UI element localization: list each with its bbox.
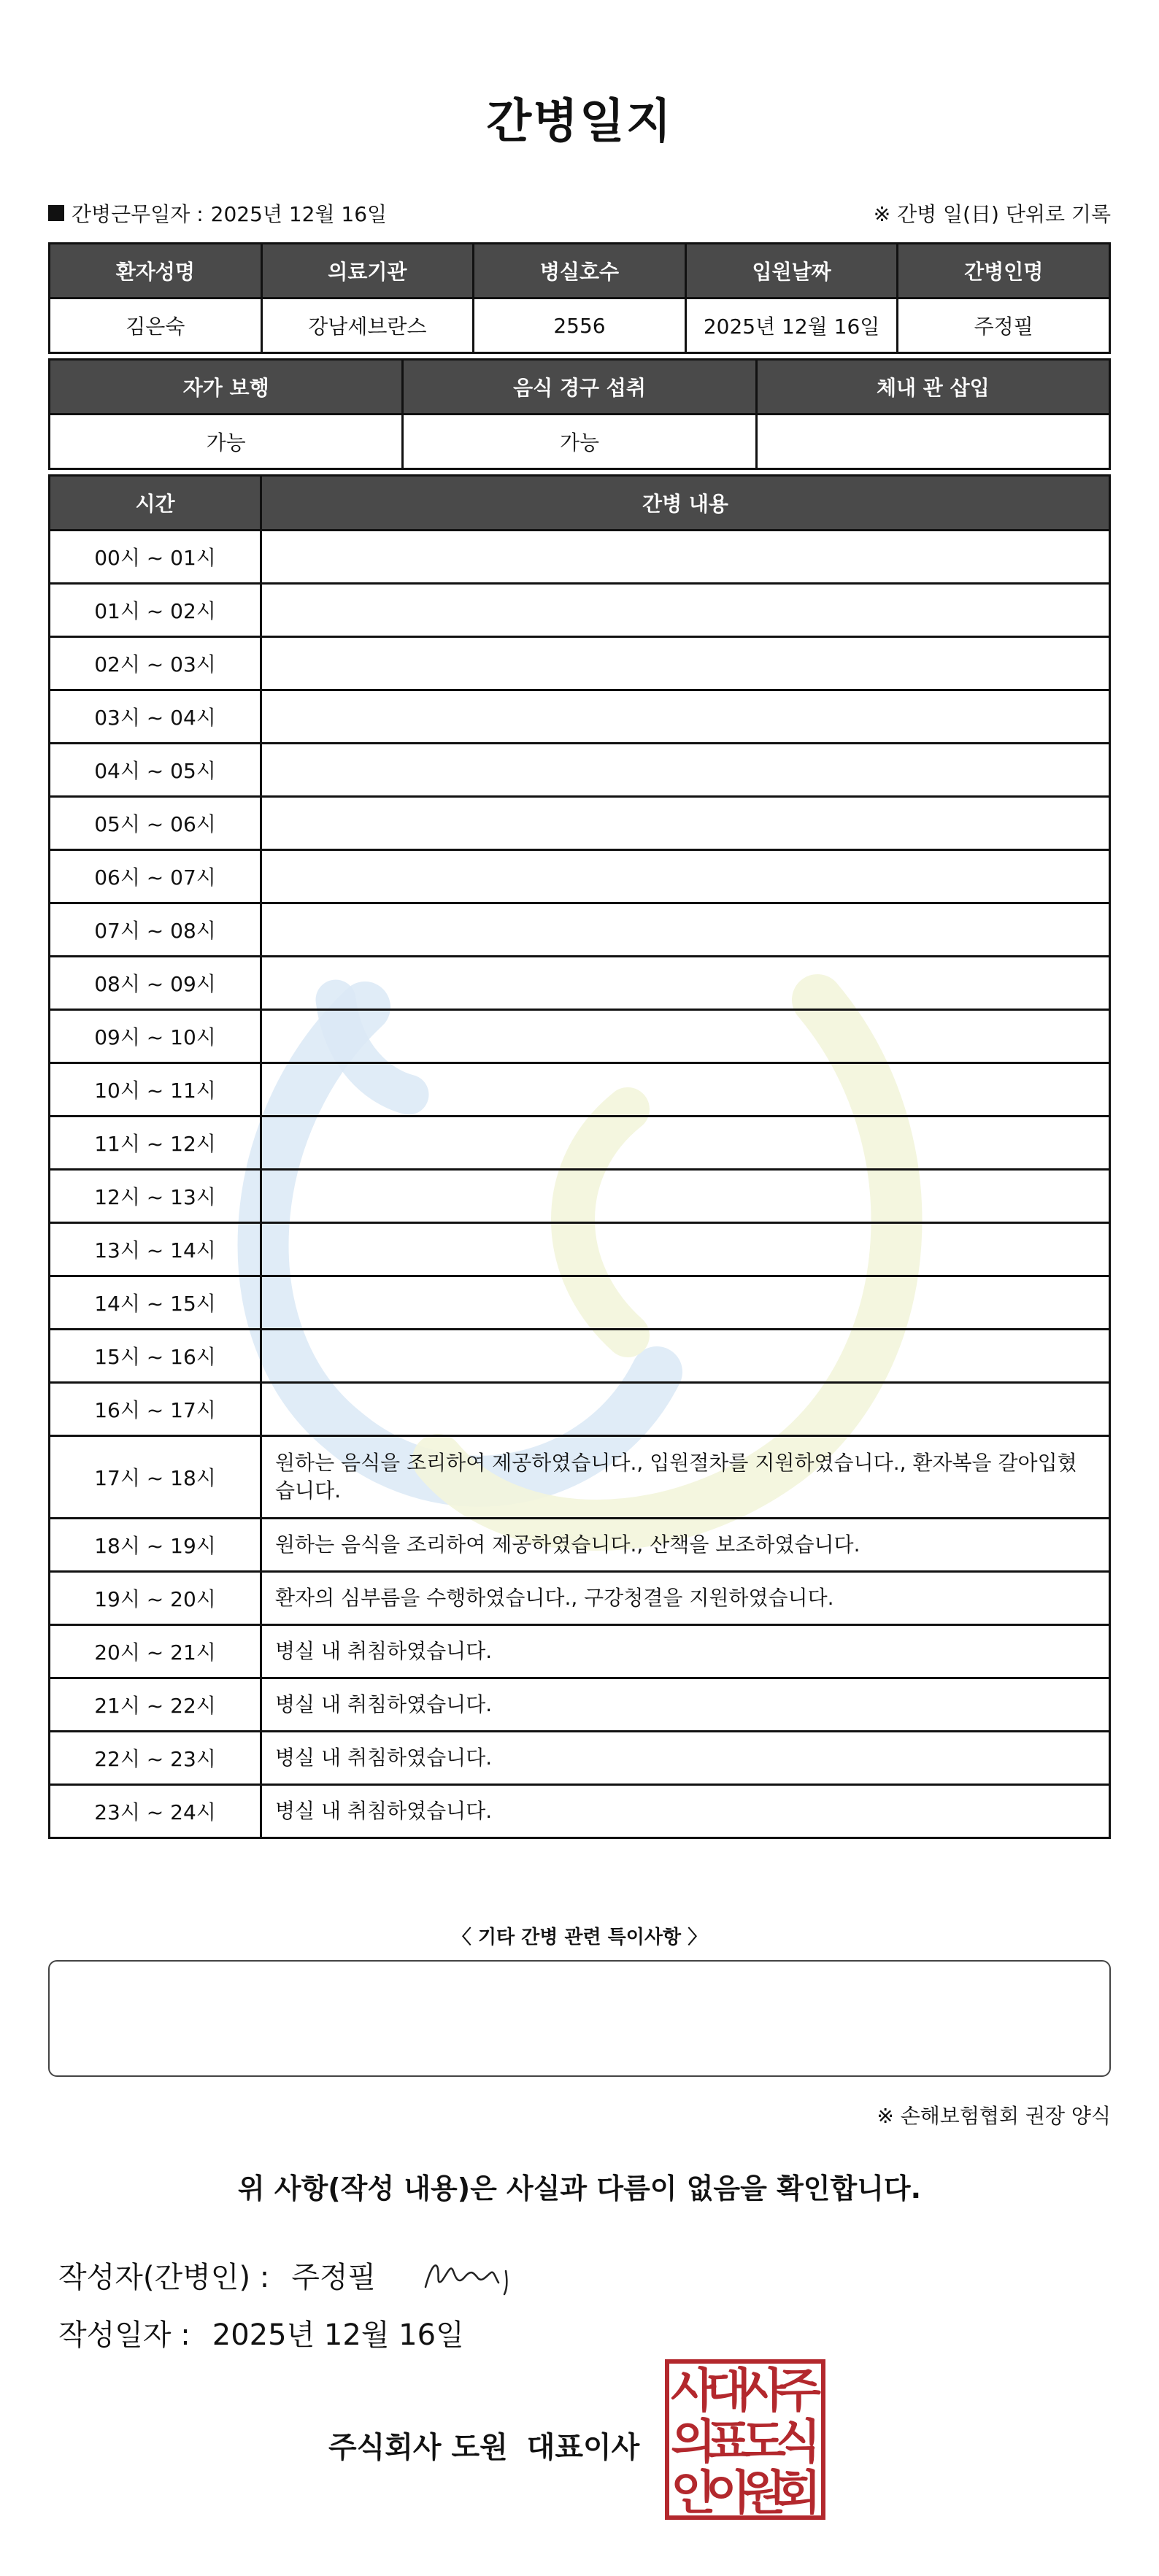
care-log-table <box>48 474 1111 1839</box>
table-row <box>50 1519 1110 1572</box>
recommended-form-note: ※ 손해보험협회 권장 양식 <box>877 2104 1111 2128</box>
time-slot: 15시 ~ 16시 <box>50 1330 261 1383</box>
time-slot: 22시 ~ 23시 <box>50 1732 261 1785</box>
table-row <box>50 1010 1110 1063</box>
writer-name: 주정필 <box>291 2260 377 2294</box>
time-slot: 14시 ~ 15시 <box>50 1276 261 1330</box>
care-content <box>261 1383 1110 1436</box>
time-slot: 19시 ~ 20시 <box>50 1572 261 1625</box>
care-content <box>261 797 1110 850</box>
care-content: 원하는 음식을 조리하여 제공하였습니다., 산책을 보조하였습니다. <box>261 1519 1110 1572</box>
ceo-title: 대표이사 <box>526 2431 640 2464</box>
table-row <box>50 1572 1110 1625</box>
writer-row <box>58 2249 529 2300</box>
time-slot: 16시 ~ 17시 <box>50 1383 261 1436</box>
time-slot: 01시 ~ 02시 <box>50 584 261 637</box>
care-content: 병실 내 취침하였습니다. <box>261 1785 1110 1838</box>
time-slot: 12시 ~ 13시 <box>50 1170 261 1223</box>
header-care-content: 간병 내용 <box>261 476 1110 531</box>
care-content <box>261 1063 1110 1117</box>
patient-name: 김은숙 <box>50 298 262 353</box>
care-content: 병실 내 취침하였습니다. <box>261 1625 1110 1678</box>
care-content <box>261 850 1110 903</box>
special-notes-box <box>48 1960 1111 2077</box>
care-content <box>261 903 1110 957</box>
seal-glyph: 사 <box>671 2364 716 2418</box>
confirmation-statement: 위 사항(작성 내용)은 사실과 다름이 없음을 확인합니다. <box>237 2172 922 2205</box>
care-content <box>261 1170 1110 1223</box>
care-content <box>261 1117 1110 1170</box>
header-admission-date: 입원날짜 <box>685 244 898 298</box>
time-slot: 04시 ~ 05시 <box>50 744 261 797</box>
care-content: 환자의 심부름을 수행하였습니다., 구강청결을 지원하였습니다. <box>261 1572 1110 1625</box>
patient-info-table <box>48 242 1111 354</box>
table-row <box>50 1330 1110 1383</box>
time-slot: 09시 ~ 10시 <box>50 1010 261 1063</box>
seal-glyph: 이 <box>706 2467 751 2521</box>
time-slot: 10시 ~ 11시 <box>50 1063 261 1117</box>
table-row <box>50 1785 1110 1838</box>
time-slot: 06시 ~ 07시 <box>50 850 261 903</box>
time-slot: 05시 ~ 06시 <box>50 797 261 850</box>
time-slot: 13시 ~ 14시 <box>50 1223 261 1276</box>
table-row <box>50 903 1110 957</box>
seal-glyph: 사 <box>741 2364 786 2418</box>
oral-intake-value: 가능 <box>403 414 756 469</box>
time-slot: 20시 ~ 21시 <box>50 1625 261 1678</box>
time-slot: 23시 ~ 24시 <box>50 1785 261 1838</box>
seal-glyph: 인 <box>671 2467 716 2521</box>
writer-label: 작성자(간병인) : <box>58 2260 270 2294</box>
care-content <box>261 1330 1110 1383</box>
care-content <box>261 531 1110 584</box>
tube-insertion-value <box>756 414 1109 469</box>
seal-glyph: 표 <box>706 2415 751 2469</box>
care-content <box>261 637 1110 690</box>
care-content: 병실 내 취침하였습니다. <box>261 1732 1110 1785</box>
table-row <box>50 1117 1110 1170</box>
header-room-number: 병실호수 <box>474 244 686 298</box>
seal-glyph: 회 <box>776 2467 821 2521</box>
header-self-walking: 자가 보행 <box>50 360 403 414</box>
header-patient-name: 환자성명 <box>50 244 262 298</box>
table-row <box>50 1063 1110 1117</box>
care-content <box>261 1010 1110 1063</box>
care-content <box>261 1276 1110 1330</box>
time-slot: 03시 ~ 04시 <box>50 690 261 744</box>
seal-glyph: 주 <box>776 2364 821 2418</box>
admission-date: 2025년 12월 16일 <box>685 298 898 353</box>
seal-glyph: 대 <box>706 2364 751 2418</box>
table-row <box>50 957 1110 1010</box>
care-content <box>261 1223 1110 1276</box>
care-content: 원하는 음식을 조리하여 제공하였습니다., 입원절차를 지원하였습니다., 환자복을 갈아입혔습니다. <box>261 1436 1110 1519</box>
self-walking-value: 가능 <box>50 414 403 469</box>
table-row <box>50 1383 1110 1436</box>
company-seal-stamp <box>664 2359 826 2521</box>
table-row <box>50 744 1110 797</box>
written-date-row <box>58 2312 464 2353</box>
table-row <box>50 1732 1110 1785</box>
patient-status-table <box>48 358 1111 470</box>
time-slot: 08시 ~ 09시 <box>50 957 261 1010</box>
header-caregiver-name: 간병인명 <box>898 244 1110 298</box>
care-content <box>261 957 1110 1010</box>
special-notes-title: 〈 기타 간병 관련 특이사항 〉 <box>452 1927 707 1948</box>
care-content <box>261 584 1110 637</box>
document-title: 간병일지 <box>486 95 673 149</box>
black-square-icon <box>48 205 64 221</box>
table-row <box>50 797 1110 850</box>
time-slot: 21시 ~ 22시 <box>50 1678 261 1732</box>
header-time: 시간 <box>50 476 261 531</box>
table-row <box>50 850 1110 903</box>
company-name: 주식회사 도원 <box>328 2431 508 2464</box>
table-row <box>50 584 1110 637</box>
time-slot: 17시 ~ 18시 <box>50 1436 261 1519</box>
care-content: 병실 내 취침하였습니다. <box>261 1678 1110 1732</box>
seal-glyph: 도 <box>741 2415 786 2469</box>
time-slot: 07시 ~ 08시 <box>50 903 261 957</box>
work-date-label: 간병근무일자 : <box>72 202 204 226</box>
seal-glyph: 원 <box>741 2467 786 2521</box>
work-date-value: 2025년 12월 16일 <box>210 202 388 226</box>
company-signature-line <box>328 2424 639 2466</box>
unit-note: ※ 간병 일(日) 단위로 기록 <box>873 202 1111 226</box>
caregiver-name: 주정필 <box>898 298 1110 353</box>
work-date-row <box>48 198 387 228</box>
seal-glyph: 식 <box>776 2415 821 2469</box>
written-date-value: 2025년 12월 16일 <box>212 2318 464 2352</box>
table-row <box>50 1625 1110 1678</box>
time-slot: 18시 ~ 19시 <box>50 1519 261 1572</box>
table-row <box>50 1223 1110 1276</box>
header-hospital: 의료기관 <box>261 244 474 298</box>
time-slot: 00시 ~ 01시 <box>50 531 261 584</box>
table-row <box>50 1436 1110 1519</box>
table-row <box>50 531 1110 584</box>
header-tube-insertion: 체내 관 삽입 <box>756 360 1109 414</box>
table-row <box>50 1276 1110 1330</box>
table-row <box>50 1678 1110 1732</box>
seal-glyph: 의 <box>671 2415 716 2469</box>
table-row <box>50 637 1110 690</box>
hospital-name: 강남세브란스 <box>261 298 474 353</box>
care-content <box>261 690 1110 744</box>
header-oral-intake: 음식 경구 섭취 <box>403 360 756 414</box>
written-date-label: 작성일자 : <box>58 2318 190 2352</box>
table-row <box>50 690 1110 744</box>
handwritten-signature <box>420 2249 529 2300</box>
time-slot: 02시 ~ 03시 <box>50 637 261 690</box>
time-slot: 11시 ~ 12시 <box>50 1117 261 1170</box>
room-number: 2556 <box>474 298 686 353</box>
table-row <box>50 1170 1110 1223</box>
care-content <box>261 744 1110 797</box>
